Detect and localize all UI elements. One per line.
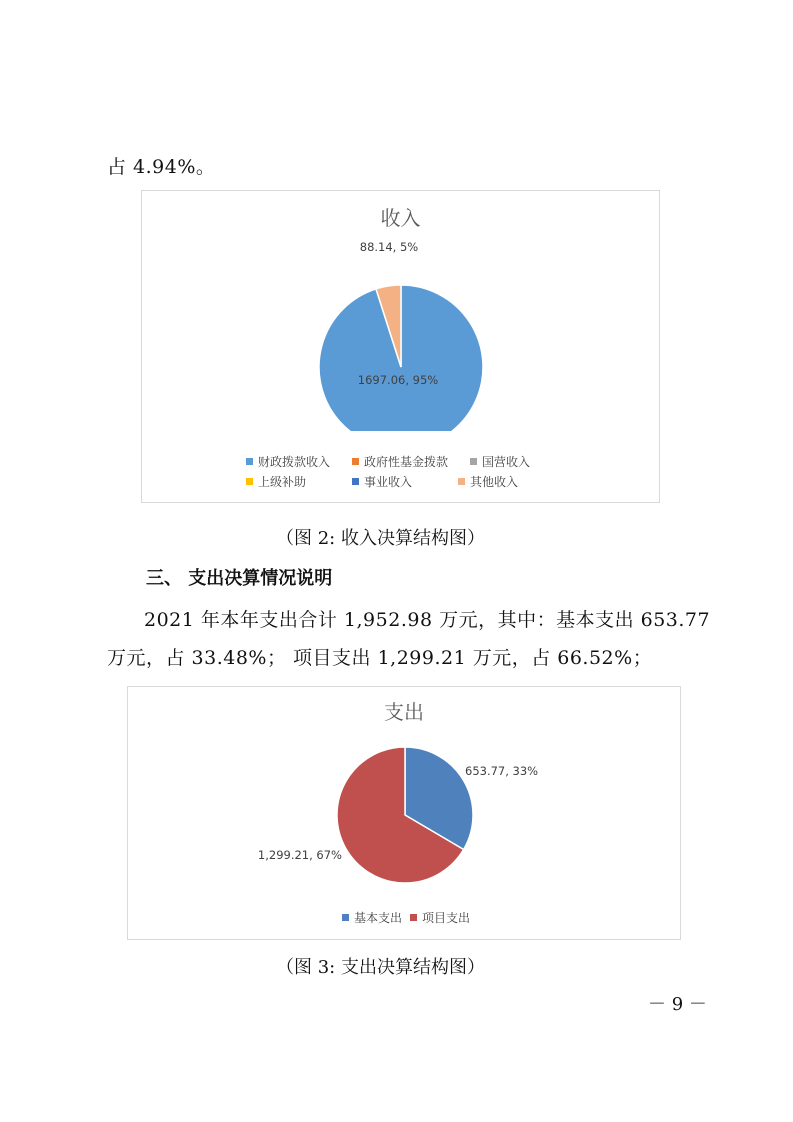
legend-swatch — [246, 458, 253, 465]
legend-label: 基本支出 — [354, 911, 403, 925]
income-pie — [142, 191, 659, 431]
pie-data-label-6: 88.14, 5% — [359, 240, 419, 254]
legend-swatch — [458, 478, 465, 485]
expenditure-chart-title: 支出 — [384, 700, 424, 724]
text-line-top: 占 4.94%。 — [107, 156, 216, 178]
legend-swatch — [352, 478, 359, 485]
legend-item — [342, 909, 402, 926]
income-legend-row-1 — [246, 453, 552, 470]
income-chart-title: 收入 — [380, 206, 421, 230]
income-legend-row-2 — [246, 473, 540, 490]
paragraph-line-2: 万元，占 33.48%； 项目支出 1,299.21 万元，占 66.52%； — [107, 647, 653, 669]
pie-data-label-2: 1,299.21, 67% — [257, 848, 342, 862]
legend-item — [470, 453, 530, 470]
expenditure-legend — [342, 909, 492, 926]
legend-label: 事业收入 — [364, 475, 413, 489]
legend-swatch — [410, 914, 417, 921]
legend-item — [246, 453, 330, 470]
income-chart — [141, 190, 660, 503]
legend-swatch — [342, 914, 349, 921]
legend-item — [352, 453, 448, 470]
figure-3-caption: （图 3: 支出决算结构图） — [276, 957, 485, 978]
legend-label: 项目支出 — [422, 911, 471, 925]
legend-item — [458, 473, 518, 490]
expenditure-chart — [127, 686, 681, 940]
legend-label: 国营收入 — [482, 455, 531, 469]
legend-label: 财政拨款收入 — [258, 455, 331, 469]
legend-item — [352, 473, 412, 490]
section-heading: 三、 支出决算情况说明 — [146, 568, 333, 589]
legend-label: 上级补助 — [258, 475, 307, 489]
pie-data-label-1: 653.77, 33% — [465, 764, 539, 778]
page-number: － 9 － — [648, 994, 707, 1015]
legend-item — [246, 473, 306, 490]
legend-swatch — [246, 478, 253, 485]
legend-swatch — [470, 458, 477, 465]
legend-swatch — [352, 458, 359, 465]
paragraph-line-1: 2021 年本年支出合计 1,952.98 万元，其中：基本支出 653.77 — [144, 609, 711, 631]
legend-label: 其他收入 — [470, 475, 519, 489]
legend-label: 政府性基金拨款 — [364, 455, 449, 469]
pie-data-label-1: 1697.06, 95% — [357, 373, 439, 387]
legend-item — [410, 909, 470, 926]
expenditure-pie — [128, 687, 680, 907]
figure-2-caption: （图 2: 收入决算结构图） — [276, 528, 485, 549]
